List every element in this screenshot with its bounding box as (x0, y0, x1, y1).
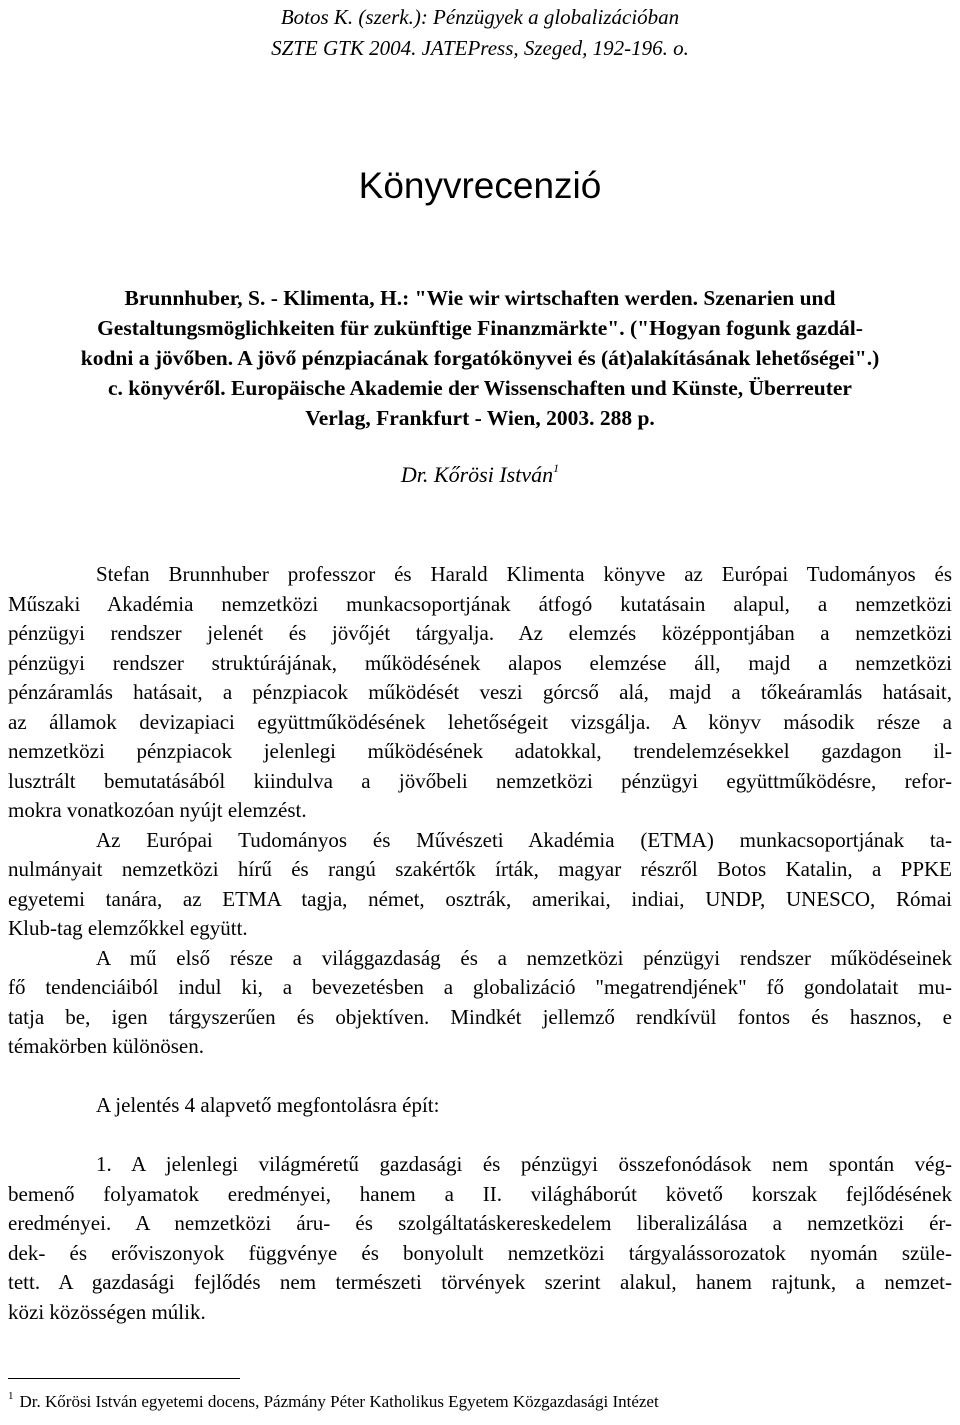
list-item-line: bemenő folyamatok eredményei, hanem a II. világháborút követő korszak fejlődésének (8, 1181, 952, 1206)
paragraph-line: egyetemi tanára, az ETMA tagja, német, osztrák, amerikai, indiai, UNDP, UNESCO, Római (8, 886, 952, 911)
paragraph-line: nemzetközi pénzpiacok jelenlegi működésének adatokkal, trendelemzésekkel gazdagon il- (8, 739, 952, 763)
citation-header (0, 2, 960, 64)
footnote-text: Dr. Kőrösi István egyetemi docens, Pázmány Péter Katholikus Egyetem Közgazdasági Intézet (19, 1392, 659, 1411)
paragraph-line: nulmányait nemzetközi hírű és rangú szakértők írták, magyar részről Botos Katalin, a PPKE (8, 857, 952, 881)
citation-line-1: Botos K. (szerk.): Pénzügyek a globalizációban (280, 5, 680, 29)
paragraph-line: tatja be, igen tárgyszerűen és objektíven. Mindkét jellemző rendkívül fontos és hasznos, e (8, 1004, 952, 1029)
bib-line: c. könyvéről. Europäische Akademie der Wissenschaften und Künste, Überreuter (108, 376, 852, 400)
citation-line-2: SZTE GTK 2004. JATEPress, Szeged, 192-196. o. (271, 36, 689, 60)
paragraph-line: Stefan Brunnhuber professzor és Harald Klimenta könyve az Európai Tudományos és (96, 562, 952, 586)
author-name: Dr. Kőrösi István (400, 462, 554, 487)
bib-line: Verlag, Frankfurt - Wien, 2003. 288 p. (305, 406, 655, 430)
list-item-line: közi közösségen múlik. (8, 1299, 206, 1324)
paragraph-line: Az Európai Tudományos és Művészeti Akadémia (ETMA) munkacsoportjának ta- (96, 827, 952, 852)
list-item-line: 1. A jelenlegi világméretű gazdasági és pénzügyi összefonódások nem spontán vég- (96, 1152, 952, 1176)
list-item-line: dek- és erőviszonyok függvénye és bonyolult nemzetközi tárgyalássorozatok nyomán szüle- (8, 1240, 952, 1265)
footnote-rule (8, 1378, 240, 1379)
bib-line: kodni a jövőben. A jövő pénzpiacának forgatókönyvei és (át)alakításának lehetőségei".) (80, 346, 880, 370)
paragraph-line: témakörben különösen. (8, 1034, 204, 1058)
paragraph-line: fő tendenciáiból indul ki, a bevezetésben a globalizáció "megatrendjének" fő gondolatait mu- (8, 975, 952, 999)
review-body (8, 560, 952, 1327)
paragraph-gap (8, 1121, 952, 1151)
list-item-line: tett. A gazdasági fejlődés nem természeti törvények szerint alakul, hanem rajtunk, a nemzet- (8, 1270, 952, 1294)
author-line (0, 460, 960, 490)
bib-line: Brunnhuber, S. - Klimenta, H.: "Wie wir wirtschaften werden. Szenarien und (124, 286, 836, 310)
paragraph-line: A mű első része a világgazdaság és a nemzetközi pénzügyi rendszer működéseinek (96, 945, 952, 970)
paragraph-line: az államok devizapiaci együttműködésének lehetőségeit vizsgálja. A könyv második része a (8, 709, 952, 734)
paragraph-line: pénzügyi rendszer struktúrájának, működésének alapos elemzése áll, majd a nemzetközi (8, 650, 952, 675)
paragraph-line: mokra vonatkozóan nyújt elemzést. (8, 798, 307, 822)
footnote-mark: 1 (8, 1390, 14, 1402)
paragraph-line: pénzügyi rendszer jelenét és jövőjét tárgyalja. Az elemzés középpontjában a nemzetközi (8, 621, 952, 645)
footnote (8, 1388, 952, 1416)
bib-line: Gestaltungsmöglichkeiten für zukünftige Finanzmärkte". ("Hogyan fogunk gazdál- (97, 316, 863, 340)
paragraph-line: pénzáramlás hatásait, a pénzpiacok működését veszi górcső alá, majd a tőkeáramlás hatásait, (8, 680, 952, 704)
paragraph-line: A jelentés 4 alapvető megfontolásra épít: (96, 1093, 440, 1117)
paragraph-line: lusztrált bemutatásából kiindulva a jövőbeli nemzetközi pénzügyi együttműködésre, refor- (8, 768, 952, 793)
list-item-line: eredményei. A nemzetközi áru- és szolgáltatáskereskedelem liberalizálása a nemzetközi ér- (8, 1211, 952, 1235)
bibliographic-reference (20, 283, 940, 433)
paragraph-line: Klub-tag elemzőkkel együtt. (8, 916, 248, 940)
paragraph-line: Műszaki Akadémia nemzetközi munkacsoportjának átfogó kutatásain alapul, a nemzetközi (8, 591, 952, 616)
author-footnote-mark: 1 (553, 461, 560, 475)
page-title: Könyvrecenzió (358, 165, 602, 206)
paragraph-gap (8, 1062, 952, 1092)
